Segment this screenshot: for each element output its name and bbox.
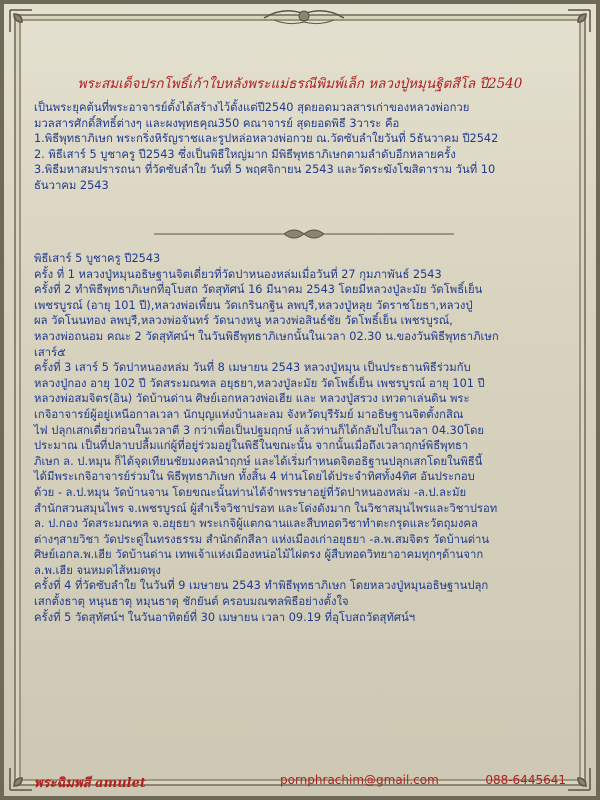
corner-ornament-icon [566, 766, 592, 792]
footer [34, 772, 566, 792]
corner-ornament-icon [8, 766, 34, 792]
body-line: ครั้ง ที่ 1 หลวงปู่หมุนอธิษฐานจิตเดี่ยวที่วัดปาหนองหล่มเมื่อวันที่ 27 กุมภาพันธ์ 2543 [34, 267, 442, 281]
intro-paragraph [34, 100, 566, 194]
body-line: ผล วัดโนนทอง ลพบุรี,หลวงพ่อจันทร์ วัดนางหนู หลวงพ่อสินธ์ชัย วัดโพธิ์เย็น เพชรบูรณ์, [34, 314, 453, 328]
body-line: ศิษย์เอกล.พ.เฮีย วัดบ้านด่าน เทพเจ้าแห่งเมืองหน่อไม้ไผ่ตรง ผู้สืบทอดวิทยาอาคมทุกๆด้านจาก [34, 548, 484, 562]
body-line: ครั้งที่ 3 เสาร์ 5 วัดปาหนองหล่ม วันที่ 8 เมษายน 2543 หลวงปู่หมุน เป็นประธานพิธีร่วมกับ [34, 361, 471, 375]
intro-line: ธันวาคม 2543 [34, 178, 109, 192]
section-divider-icon [154, 226, 454, 242]
body-line: ครั้งที่ 4 ที่วัดซับลำใย ในวันที่ 9 เมษายน 2543 ทำพิธีพุทธาภิเษก โดยหลวงปู่หมุนอธิษฐานปลุก [34, 579, 489, 593]
body-line: ประมาณ เป็นที่ปลาบปลื้มแก่ผู้ที่อยู่ร่วมอยู่ในพิธีในขณะนั้น จากนั้นเมื่อถึงเวลาฤกษ์พิธีพุทธา [34, 439, 469, 453]
intro-line: 2. พิธีเสาร์ 5 บูชาครู ปี2543 ซึ่งเป็นพิธีใหญ่มาก มีพิธีพุทธาภิเษกตามลำดับอีกหลายครั้ง [34, 147, 456, 161]
body-line: ด้วย - ล.ป.หมุน วัดบ้านจาน โดยขณะนั้นท่านได้จำพรรษาอยู่ที่วัดปาหนองหล่ม -ล.ป.ละมัย [34, 485, 467, 499]
body-line: ครั้งที่ 2 ทำพิธีพุทธาภิเษกที่อุโบสถ วัดสุทัศน์ 16 มีนาคม 2543 โดยมีหลวงปู่ละมัย วัดโพธิ์เย็น [34, 283, 483, 297]
body-line: ไฟ ปลุกเสกเดี่ยวก่อนในเวลาตี 3 กว่าเพื่อเป็นปฐมฤกษ์ แล้วท่านก็ได้กลับไปในเวลา 04.30โดย [34, 423, 485, 437]
intro-line: 1.พิธีพุทธาภิเษก พระกริ่งหิรัญราชและรูปหล่อหลวงพ่อกวย ณ.วัดซับลำใยวันที่ 5ธันวาคม ปี2542 [34, 132, 499, 146]
top-ornament-icon [254, 4, 354, 30]
body-line: สำนักสวนสมุนไพร จ.เพชรบูรณ์ ผู้สำเร็จวิชาปรอท และโด่งดังมาก ในวิชาสมุนไพรและวิชาปรอท [34, 501, 498, 515]
body-line: หลวงปู่กอง อายุ 102 ปี วัดสระมณฑล อยุธยา,หลวงปู่ละมัย วัดโพธิ์เย็น เพชรบูรณ์ อายุ 101 ปี [34, 376, 485, 390]
body-line: หลวงพ่อสมจิตร(อิน) วัดบ้านด่าน ศิษย์เอกหลวงพ่อเฮีย และ หลวงปู่สรวง เทวดาเล่นดิน พระ [34, 392, 470, 406]
corner-ornament-icon [566, 8, 592, 34]
body-line: ครั้งที่ 5 วัดสุทัศน์ฯ ในวันอาทิตย์ที่ 30 เมษายน เวลา 09.19 ที่อุโบสถวัดสุทัศน์ฯ [34, 610, 416, 624]
intro-line: เป็นพระยุคต้นที่พระอาจารย์ตั้งได้สร้างไว้ตั้งแต่ปี2540 สุดยอดมวลสารเก่าของหลวงพ่อกวย [34, 101, 470, 114]
body-line: ภิเษก ล. ป.หมุน ก็ได้จุดเทียนชัยมงคลนำฤกษ์ และได้เริ่มกำหนดจิตอธิฐานปลุกเสกโดยในพิธีนี้ [34, 454, 483, 468]
body-line: เสาร์๕ [34, 345, 66, 359]
contact-email[interactable]: pornphrachim@gmail.com [280, 773, 439, 787]
body-line: พิธีเสาร์ 5 บูชาครู ปี2543 [34, 252, 161, 265]
ceremony-details [34, 251, 566, 625]
body-line: ล. ป.กอง วัดสระมณฑล จ.อยุธยา พระเกจิผู้แตกฉานและสืบทอดวิชาทำตะกรุดและวัตถุมงคล [34, 517, 478, 531]
intro-line: 3.พิธีมหาสมปรารถนา ที่วัดซับลำใย วันที่ 5 พฤศจิกายน 2543 และวัดระฆังโฆสิตาราม วันที่ 10 [34, 163, 496, 177]
body-line: หลวงพ่อถนอม คณะ 2 วัดสุทัศน์ฯ ในวันพิธีพุทธาภิเษกนั้นในเวลา 02.30 น.ของวันพิธีพุทธาภิเษก [34, 329, 499, 343]
body-line: ล.พ.เฮีย จนหมดไส้หมดพุง [34, 563, 161, 577]
brand-name: พระฉิมพลี amulet [34, 776, 146, 791]
body-line: ต่างๆสายวิชา วัดประดู่ในทรงธรรม สำนักดักสีลา แห่งเมืองเก่าอยุธยา -ล.พ.สมจิตร วัดบ้านด่าน [34, 532, 490, 546]
contact-phone[interactable]: 088-6445641 [485, 773, 566, 787]
body-line: ได้มีพระเกจิอาจารย์ร่วมใน พิธีพุทธาภิเษก ทั้งสิ้น 4 ท่านโดยได้ประจำทิศทั้ง4ทิศ อันประกอบ [34, 470, 475, 484]
body-line: เสกตั้งธาตุ หนุนธาตุ หมุนธาตุ ชักยันต์ ครอบมณฑลพิธีอย่างตั้งใจ [34, 595, 349, 609]
body-line: เกจิอาจารย์ผู้อยู่เหนือกาลเวลา นักบุญแห่งบ้านละลม จังหวัดบุรีรัมย์ มาอธิษฐานจิตตั้งกสิณ [34, 407, 464, 421]
intro-line: มวลสารศักดิ์สิทธิ์ต่างๆ และผงพุทธคุณ350 คณาจารย์ สุดยอดพิธี 3วาระ คือ [34, 116, 400, 130]
page-title: พระสมเด็จปรกโพธิ์เก้าใบหลังพระแม่ธรณีพิมพ์เล็ก หลวงปู่หมุนฐิตสีโล ปี2540 [77, 76, 523, 92]
corner-ornament-icon [8, 8, 34, 34]
body-line: เพชรบูรณ์ (อายุ 101 ปี),หลวงพ่อเพี้ยน วัดเกรินกฐิน ลพบุรี,หลวงปู่หลุย วัดราชโยธา,หลวงปู่ [34, 298, 473, 312]
